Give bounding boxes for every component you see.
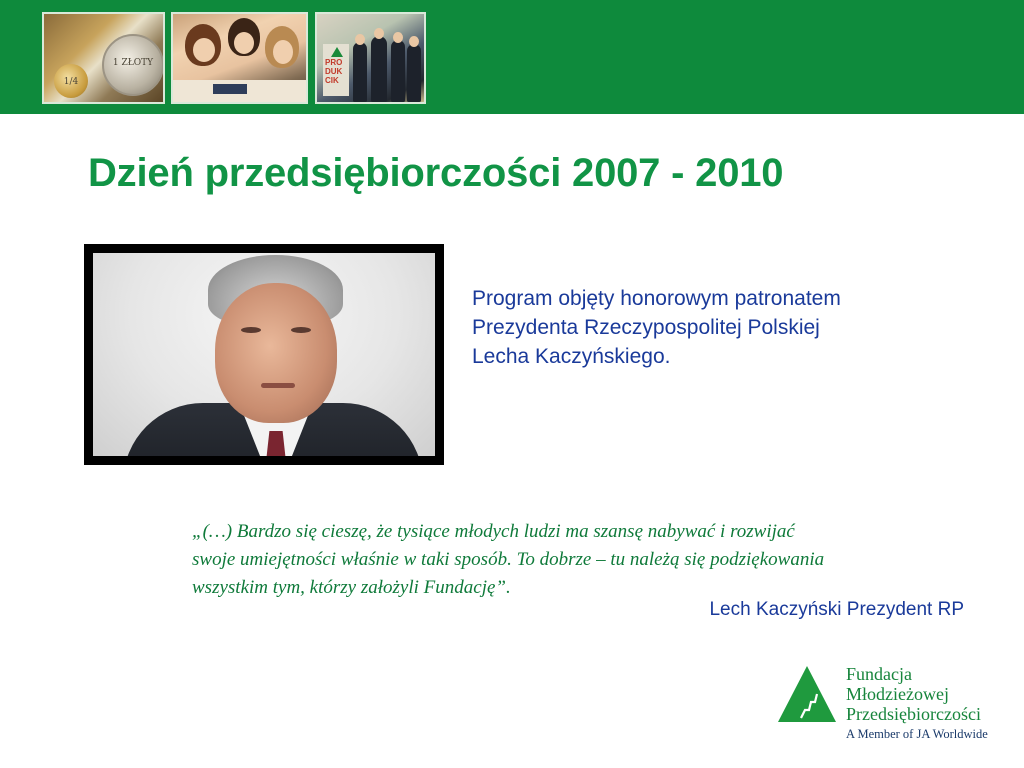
large-coin-icon [102,34,164,96]
president-quote [192,518,982,602]
logo-tagline: A Member of JA Worldwide [846,727,988,741]
laptop-icon [213,84,247,94]
student-face [234,32,254,54]
portrait-mouth [261,383,295,388]
poster-text-line: DUK [325,67,343,76]
quote-line: „(…) Bardzo się cieszę, że tysiące młodych ludzi ma szansę nabywać i rozwijać [192,521,795,542]
student-face [193,38,215,62]
quote-line: wszystkim tym, którzy założyli Fundację”. [192,577,511,598]
fair-person [371,36,387,102]
fair-poster [323,44,349,96]
logo-line: Młodzieżowej [846,684,949,704]
portrait-eye [241,327,261,333]
page-title: Dzień przedsiębiorczości 2007 - 2010 [88,151,784,195]
portrait-face [215,283,337,423]
logo-line: Przedsiębiorczości [846,704,981,724]
poster-text-line: PRO [325,58,343,67]
portrait-photo [93,253,435,456]
fair-person [407,44,421,102]
students-photo [171,12,308,104]
foundation-logo [776,664,1002,746]
poster-text [325,58,342,85]
fair-person [391,40,405,102]
quote-line: swoje umiejętności właśnie w taki sposób. To dobrze – tu należą się podziękowania [192,549,825,570]
fair-person [353,42,367,102]
logo-line: Fundacja [846,664,912,684]
large-coin-label: 1 ZŁOTY [112,58,154,69]
portrait-frame [84,244,444,465]
patronage-line: Lecha Kaczyńskiego. [472,345,671,368]
fair-photo [315,12,426,104]
patronage-text [472,284,952,371]
patronage-line: Prezydenta Rzeczypospolitej Polskiej [472,316,820,339]
logo-wordmark [846,664,981,724]
patronage-line: Program objęty honorowym patronatem [472,287,841,310]
student-face [273,40,293,64]
header-band [0,0,1024,114]
small-coin-label: 1/4 [63,76,79,87]
quote-attribution: Lech Kaczyński Prezydent RP [709,599,964,620]
portrait-eye [291,327,311,333]
green-triangle-logo-icon [776,664,838,724]
coins-photo [42,12,165,104]
small-coin-icon [54,64,88,98]
poster-text-line: CIK [325,76,339,85]
poster-triangle-icon [331,47,343,57]
